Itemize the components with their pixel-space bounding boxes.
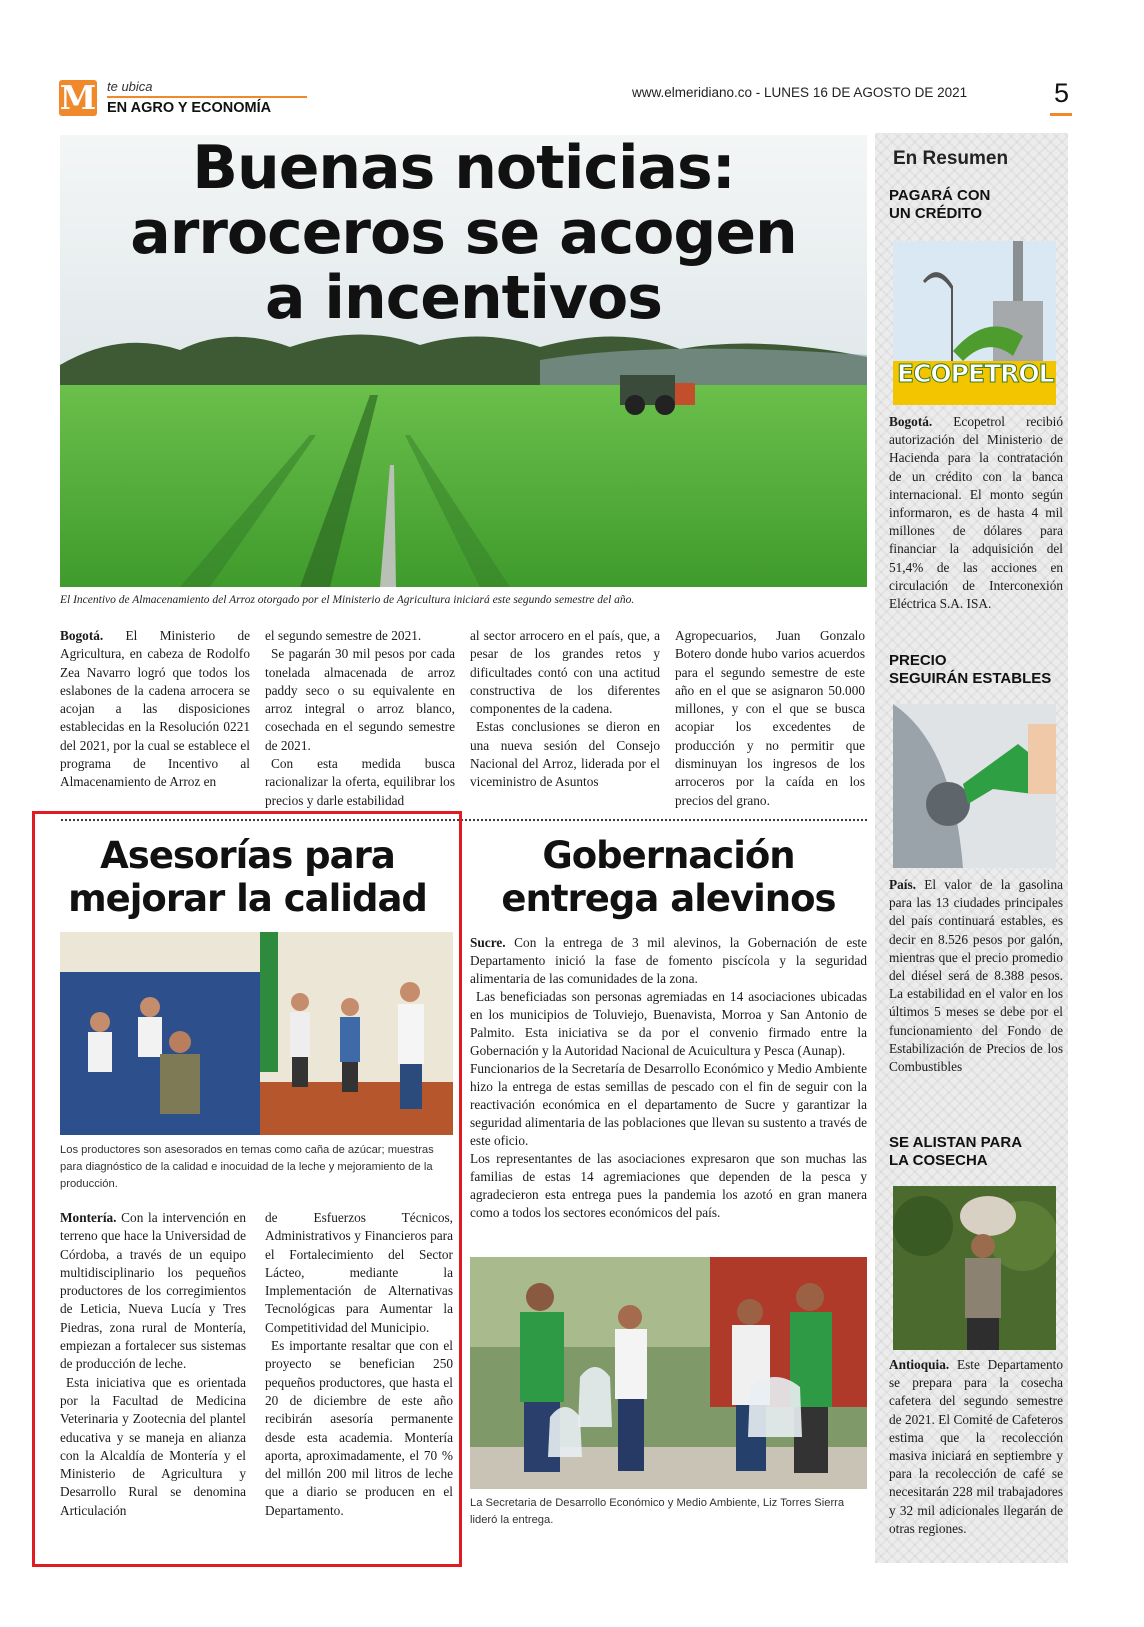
ecopetrol-photo — [893, 241, 1056, 405]
sidebar-item1-text: Ecopetrol recibió autorización del Ministerio de Hacienda para la contratación de un crédito con la banca internacional. El monto según informaron, es de hasta 4 mil millones de dólares para financiar la adquisición del 51,4% de las acciones en circulación de Interconexión Eléctrica S.A. ISA. — [889, 414, 1063, 612]
gas-pump-image — [893, 704, 1056, 868]
sidebar-item3-place: Antioquia. — [889, 1357, 950, 1372]
left-lead-place: Montería. — [60, 1210, 117, 1225]
left-story-headline — [40, 834, 455, 920]
sidebar-item3-head1: SE ALISTAN PARA — [889, 1134, 1023, 1151]
main-headline-line2: arroceros se acogen — [130, 198, 797, 268]
left-col-2 — [265, 1209, 453, 1520]
dateline: www.elmeridiano.co - LUNES 16 DE AGOSTO DE 2021 — [632, 85, 968, 100]
left-photo-caption: Los productores son asesorados en temas como caña de azúcar; muestras para diagnóstico de la calidad e inocuidad de la leche y mejoramiento de la producción. — [60, 1144, 434, 1190]
main-col3-p2: Estas conclusiones se dieron en una nueva sesión del Consejo Nacional del Arroz, liderada por el viceministro de Asuntos — [470, 719, 660, 790]
right-lead-place: Sucre. — [470, 935, 506, 950]
section-rule — [107, 96, 307, 98]
right-p2: Las beneficiadas son personas agremiadas en 14 asociaciones ubicadas en los municipios de Toluviejo, Buenavista, Morroa y San Antonio de Palmito. Esta iniciativa se da por el convenio firmado entre la Gobernación y la Autoridad Nacional de Acuicultura y Pesca (Aunap). — [470, 989, 867, 1058]
sidebar-title: En Resumen — [893, 148, 1009, 169]
sidebar-item1-heading — [889, 187, 1064, 223]
logo-letter: M — [59, 78, 97, 117]
right-headline-line2: entrega alevinos — [501, 877, 836, 920]
left-col2-p1: de Esfuerzos Técnicos, Administrativos y Financieros para el Fortalecimiento del Sector Lácteo, mediante la Implementación de Alternativas Tecnológicas para Aumentar la Competitividad del Municipio. — [265, 1210, 453, 1335]
main-col3-p1: al sector arrocero en el país, que, a pesar de los grandes retos y dificultades contó con una actitud constructiva de los diferentes componentes de la cadena. — [470, 628, 660, 717]
main-col1-text: El Ministerio de Agricultura, en cabeza de Rodolfo Zea Navarro logró que todos los eslabones de la cadena arrocera se acojan a las disposiciones establecidas en la Resolución 0221 del 2021, por la cual se establece el programa de Incentivo al Almacenamiento de Arroz en — [60, 628, 250, 790]
meeting-photo — [60, 932, 453, 1135]
sidebar-item2-body — [889, 876, 1063, 1076]
sidebar-item1-head1: PAGARÁ CON — [889, 187, 991, 204]
right-p4: Los representantes de las asociaciones expresaron que son muchas las familias de estas 14 agremiaciones que dependen de la pesca y agradecieron esta entrega pues la pandemia los azotó en gran manera como a todos los sectores económicos del país. — [470, 1151, 867, 1220]
main-col-1 — [60, 627, 250, 792]
fish-delivery-image — [470, 1257, 867, 1489]
fish-delivery-photo — [470, 1257, 867, 1489]
main-col2-p1: el segundo semestre de 2021. — [265, 628, 422, 643]
coffee-harvest-photo — [893, 1186, 1056, 1350]
right-headline-line1: Gobernación — [542, 834, 795, 877]
ecopetrol-sign: ECOPETROL — [897, 359, 1054, 388]
sidebar-item2-head1: PRECIO — [889, 652, 947, 669]
masthead-logo — [59, 80, 97, 116]
sidebar-item2-text: El valor de la gasolina para las 13 ciudades principales del país continuará estables, es decir en 8.526 pesos por galón, mientras que el precio promedio del diésel será de 8.388 pesos. La estabilidad en el valor en los últimos 5 meses se debe por el funcionamiento del Fondo de Estabilización de Precios de los Combustibles — [889, 877, 1063, 1075]
right-photo-caption: La Secretaria de Desarrollo Económico y Medio Ambiente, Liz Torres Sierra lideró la entrega. — [470, 1497, 845, 1526]
main-headline — [60, 133, 867, 333]
sidebar-item3-heading — [889, 1134, 1064, 1170]
main-col2-p2: Se pagarán 30 mil pesos por cada tonelada almacenada de arroz paddy seco o su equivalente en arroz integral o arroz blanco, cosechada en el segundo semestre de 2021. — [265, 646, 455, 753]
meeting-image — [60, 932, 453, 1135]
sidebar-item3-text: Este Departamento se prepara para la cosecha cafetera del segundo semestre de 2021. El Comité de Cafeteros estima que la recolección masiva iniciará en septiembre y para la recolección de café se necesitarán 228 mil trabajadores y 32 mil adicionales llegarán de otras regiones. — [889, 1357, 1063, 1536]
main-col-4 — [675, 627, 865, 810]
sidebar-item2-head2: SEGUIRÁN ESTABLES — [889, 670, 1052, 687]
sidebar-item1-head2: UN CRÉDITO — [889, 205, 983, 222]
section-name: EN AGRO Y ECONOMÍA — [107, 100, 272, 116]
page-number-underline — [1050, 113, 1072, 116]
sidebar-item3-head2: LA COSECHA — [889, 1152, 988, 1169]
main-col2-p3: Con esta medida busca racionalizar la oferta, equilibrar los precios y darle estabilidad — [265, 756, 455, 808]
main-col-3 — [470, 627, 660, 792]
right-p3: Funcionarios de la Secretaría de Desarrollo Económico y Medio Ambiente hizo la entrega de estas semillas de pescado con el fin de seguir con la reactivación económica en el departamento de Sucre y garantizar la seguridad alimentaria de las poblaciones que llevan su sustento a través de este oficio. — [470, 1061, 867, 1148]
right-story-body — [470, 934, 867, 1222]
sidebar-item2-heading — [889, 652, 1064, 688]
main-headline-line1: Buenas noticias: — [192, 133, 735, 203]
left-col1-p2: Esta iniciativa que es orientada por la Facultad de Medicina Veterinaria y Zootecnia del plantel educativa y se maneja en alianza con la Alcaldía de Montería y el Ministerio de Agricultura y Desarrollo Rural se denomina Articulación — [60, 1374, 246, 1518]
page-number: 5 — [1054, 78, 1070, 108]
left-col2-p2: Es importante resaltar que con el proyecto se benefician 250 pequeños productores, que hasta el 20 de diciembre de este año recibirán asesoría permanente desde esta academia. Montería aporta, aproximadamente, el 70 % del millón 200 mil litros de leche que a diario se producen en el Departamento. — [265, 1338, 453, 1518]
sidebar-item2-place: País. — [889, 877, 916, 892]
right-p1: Con la entrega de 3 mil alevinos, la Gobernación de este Departamento inició la fase de fomento piscícola y la seguridad alimentaria de las comunidades de la zona. — [470, 935, 867, 986]
section-kicker: te ubica — [107, 79, 153, 94]
left-headline-line1: Asesorías para — [100, 834, 395, 877]
sidebar-item1-body — [889, 413, 1063, 613]
left-headline-line2: mejorar la calidad — [68, 877, 427, 920]
right-story-headline — [470, 834, 867, 920]
sidebar-item1-place: Bogotá. — [889, 414, 933, 429]
left-col1-p1: Con la intervención en terreno que hace la Universidad de Córdoba, a través de un equipo multidisciplinario los pequeños productores de los corregimientos de Leticia, Nueva Lucía y Tres Piedras, zona rural de Montería, empiezan a fortalecer sus sistemas de producción de leche. — [60, 1210, 246, 1372]
main-col4-text: Agropecuarios, Juan Gonzalo Botero donde hubo varios acuerdos para el segundo semestre de este año en el que se asignaron 50.000 millones, y con el que se busca acopiar los excedentes de producción y no permitir que disminuyan los ingresos de los arroceros por la caída en los precios del grano. — [675, 628, 865, 808]
main-photo-caption: El Incentivo de Almacenamiento del Arroz otorgado por el Ministerio de Agricultura iniciará este segundo semestre del año. — [60, 594, 635, 606]
left-col-1 — [60, 1209, 246, 1520]
coffee-harvest-image — [893, 1186, 1056, 1350]
main-lead-place: Bogotá. — [60, 628, 104, 643]
sidebar-item3-body — [889, 1356, 1063, 1538]
main-col-2 — [265, 627, 455, 810]
gas-pump-photo — [893, 704, 1056, 868]
main-headline-line3: a incentivos — [265, 263, 662, 333]
